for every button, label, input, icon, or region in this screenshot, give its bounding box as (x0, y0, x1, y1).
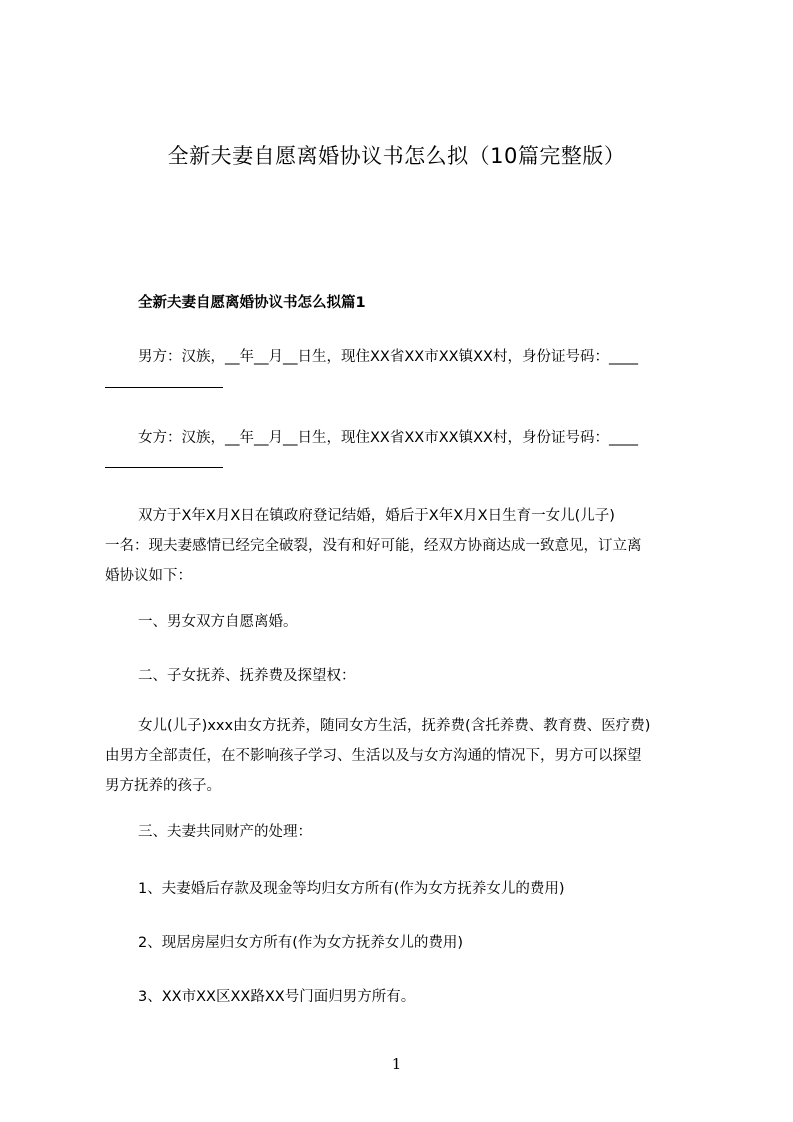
clause-3: 三、夫妻共同财产的处理： (138, 824, 312, 840)
custody-line: 女儿(儿子)xxx由女方抚养，随同女方生活，抚养费(含托养费、教育费、医疗费) (138, 718, 651, 734)
page-number: 1 (391, 1055, 402, 1073)
intro-line: 一名：现夫妻感情已经完全破裂，没有和好可能，经双方协商达成一致意见，订立离 (105, 538, 642, 554)
section-heading: 全新夫妻自愿离婚协议书怎么拟篇1 (138, 295, 366, 311)
property-item-3: 3、XX市XX区XX路XX号门面归男方所有。 (138, 989, 416, 1005)
custody-line: 由男方全部责任，在不影响孩子学习、生活以及与女方沟通的情况下，男方可以探望 (105, 748, 642, 764)
female-party-blank-text (105, 450, 214, 466)
custody-paragraph (105, 711, 650, 801)
female-party-line: 女方：汉族，__年__月__日生，现住XX省XX市XX镇XX村，身份证号码：____ (138, 430, 638, 446)
property-item-1: 1、夫妻婚后存款及现金等均归女方所有(作为女方抚养女儿的费用) (138, 881, 565, 897)
intro-line: 双方于X年X月X日在镇政府登记结婚，婚后于X年X月X日生育一女儿(儿子) (138, 508, 615, 524)
intro-line: 婚协议如下： (105, 568, 192, 584)
clause-2: 二、子女抚养、抚养费及探望权： (138, 668, 356, 684)
property-item-2: 2、现居房屋归女方所有(作为女方抚养女儿的费用) (138, 935, 464, 951)
male-party-line: 男方：汉族，__年__月__日生，现住XX省XX市XX镇XX村，身份证号码：____ (138, 349, 638, 365)
intro-paragraph (105, 501, 642, 591)
document-title: 全新夫妻自愿离婚协议书怎么拟（10篇完整版） (167, 144, 626, 168)
male-party-blank-text (105, 370, 214, 386)
custody-line: 男方抚养的孩子。 (105, 778, 221, 794)
female-party-id-blank (105, 467, 223, 468)
male-party-id-blank (105, 387, 223, 388)
clause-1: 一、男女双方自愿离婚。 (138, 614, 298, 630)
